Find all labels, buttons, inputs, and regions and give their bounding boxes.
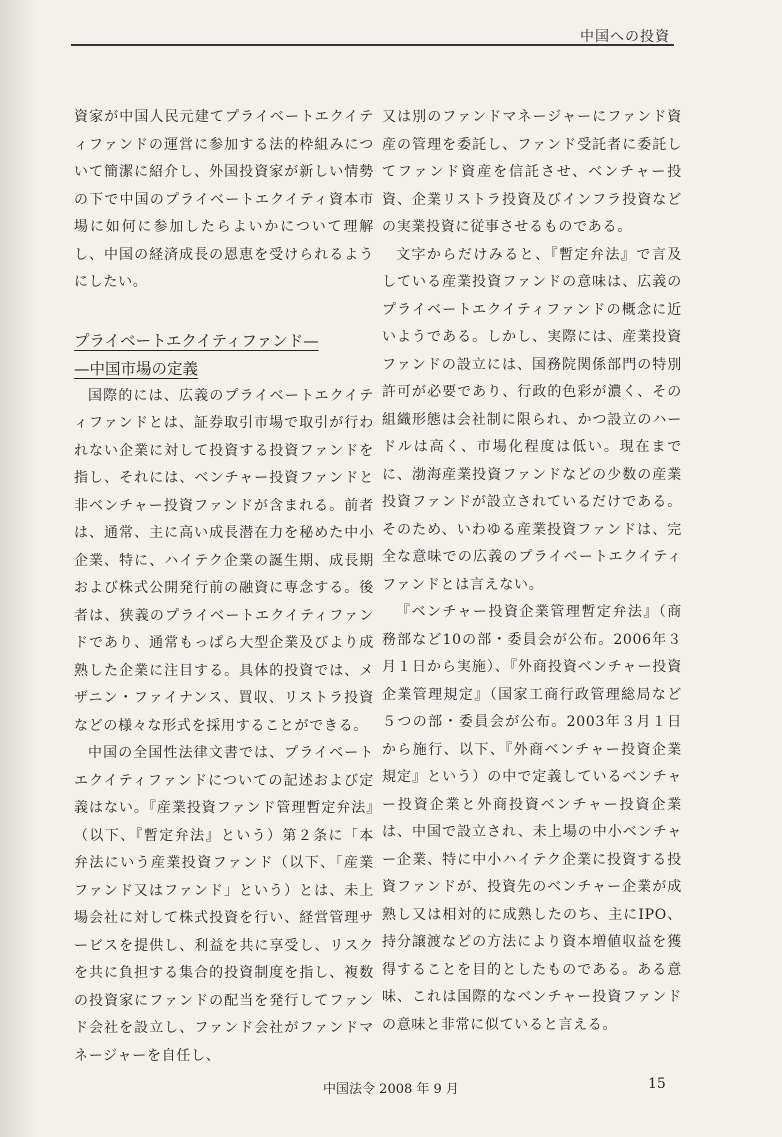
section-heading-line-1: プライベートエクイティファンド— <box>74 331 319 350</box>
continuation-paragraph: 又は別のファンドマネージャーにファンド資産の管理を委託し、ファンド受託者に委託してファンド資産を信託させ、ベンチャー投資、企業リストラ投資及びインフラ投資などの実業投資に従事させるものである。 <box>382 109 682 235</box>
right-column <box>382 104 682 1039</box>
interpretation-paragraph: 文字からだけみると、『暫定弁法』で言及している産業投資ファンドの意味は、広義のプライベートエクイティファンドの概念に近いようである。しかし、実際には、産業投資ファンドの設立には、国務院関係部門の特別許可が必要であり、行政的色彩が濃く、その組織形態は会社制に限られ、かつ設立のハードルは高く、市場化程度は低い。現在までに、渤海産業投資ファンドなどの少数の産業投資ファンドが設立されているだけである。そのため、いわゆる産業投資ファンドは、完全な意味での広義のプライベートエクイティファンドとは言えない。 <box>382 246 682 593</box>
intro-paragraph: 資家が中国人民元建てプライベートエクイティファンドの運営に参加する法的枠組みについて簡潔に紹介し、外国投資家が新しい情勢の下で中国のプライベートエクイティ資本市場に如何に参加したらよいかについて理解し、中国の経済成長の恩恵を受けられるようにしたい。 <box>74 109 374 290</box>
header-rule <box>71 44 674 46</box>
page-number: 15 <box>648 1076 666 1092</box>
header-section-title: 中国への投資 <box>580 29 670 45</box>
section-heading <box>74 327 374 383</box>
left-column <box>74 104 374 1070</box>
legal-document-paragraph: 中国の全国性法律文書では、プライベートエクイティファンドについての記述および定義はない。『産業投資ファンド管理暫定弁法』（以下、『暫定弁法』という）第２条に「本弁法にいう産業投資ファンド（以下、「産業ファンド又はファンド」という）とは、未上場会社に対して株式投資を行い、経営管理サービスを提供し、利益を共に享受し、リスクを共に負担する集合的投資制度を指し、複数の投資家にファンドの配当を発行してファンド会社を設立し、ファンド会社がファンドマネージャーを自任し、 <box>74 745 374 1064</box>
venture-regulation-paragraph: 『ベンチャー投資企業管理暫定弁法』（商務部など10の部・委員会が公布。2006年３月１日から実施）、『外商投資ベンチャー投資企業管理規定』（国家工商行政管理総局など５つの部・委員会が公布。2003年３月１日から施行、以下、『外商ベンチャー投資企業規定』という）の中で定義しているベンチャー投資企業と外商投資ベンチャー投資企業は、中国で設立され、未上場の中小ベンチャー企業、特に中小ハイテク企業に投資する投資ファンドが、投資先のベンチャー企業が成熟し又は相対的に成熟したのち、主にIPO、持分譲渡などの方法により資本増値収益を獲得することを目的としたものである。ある意味、これは国際的なベンチャー投資ファンドの意味と非常に似ていると言える。 <box>382 604 682 1033</box>
footer-publication: 中国法令 2008 年 9 月 <box>323 1082 459 1097</box>
section-heading-line-2: —中国市場の定義 <box>74 359 199 378</box>
page-edge-shadow <box>0 0 40 1137</box>
definition-paragraph: 国際的には、広義のプライベートエクイティファンドとは、証券取引市場で取引が行われない企業に対して投資する投資ファンドを指し、それには、ベンチャー投資ファンドと非ベンチャー投資ファンドが含まれる。前者は、通常、主に高い成長潜在力を秘めた中小企業、特に、ハイテク企業の誕生期、成長期および株式公開発行前の融資に専念する。後者は、狭義のプライベートエクイティファンドであり、通常もっぱら大型企業及びより成熟した企業に注目する。具体的投資では、メザニン・ファイナンス、買収、リストラ投資などの様々な形式を採用することができる。 <box>74 387 374 734</box>
